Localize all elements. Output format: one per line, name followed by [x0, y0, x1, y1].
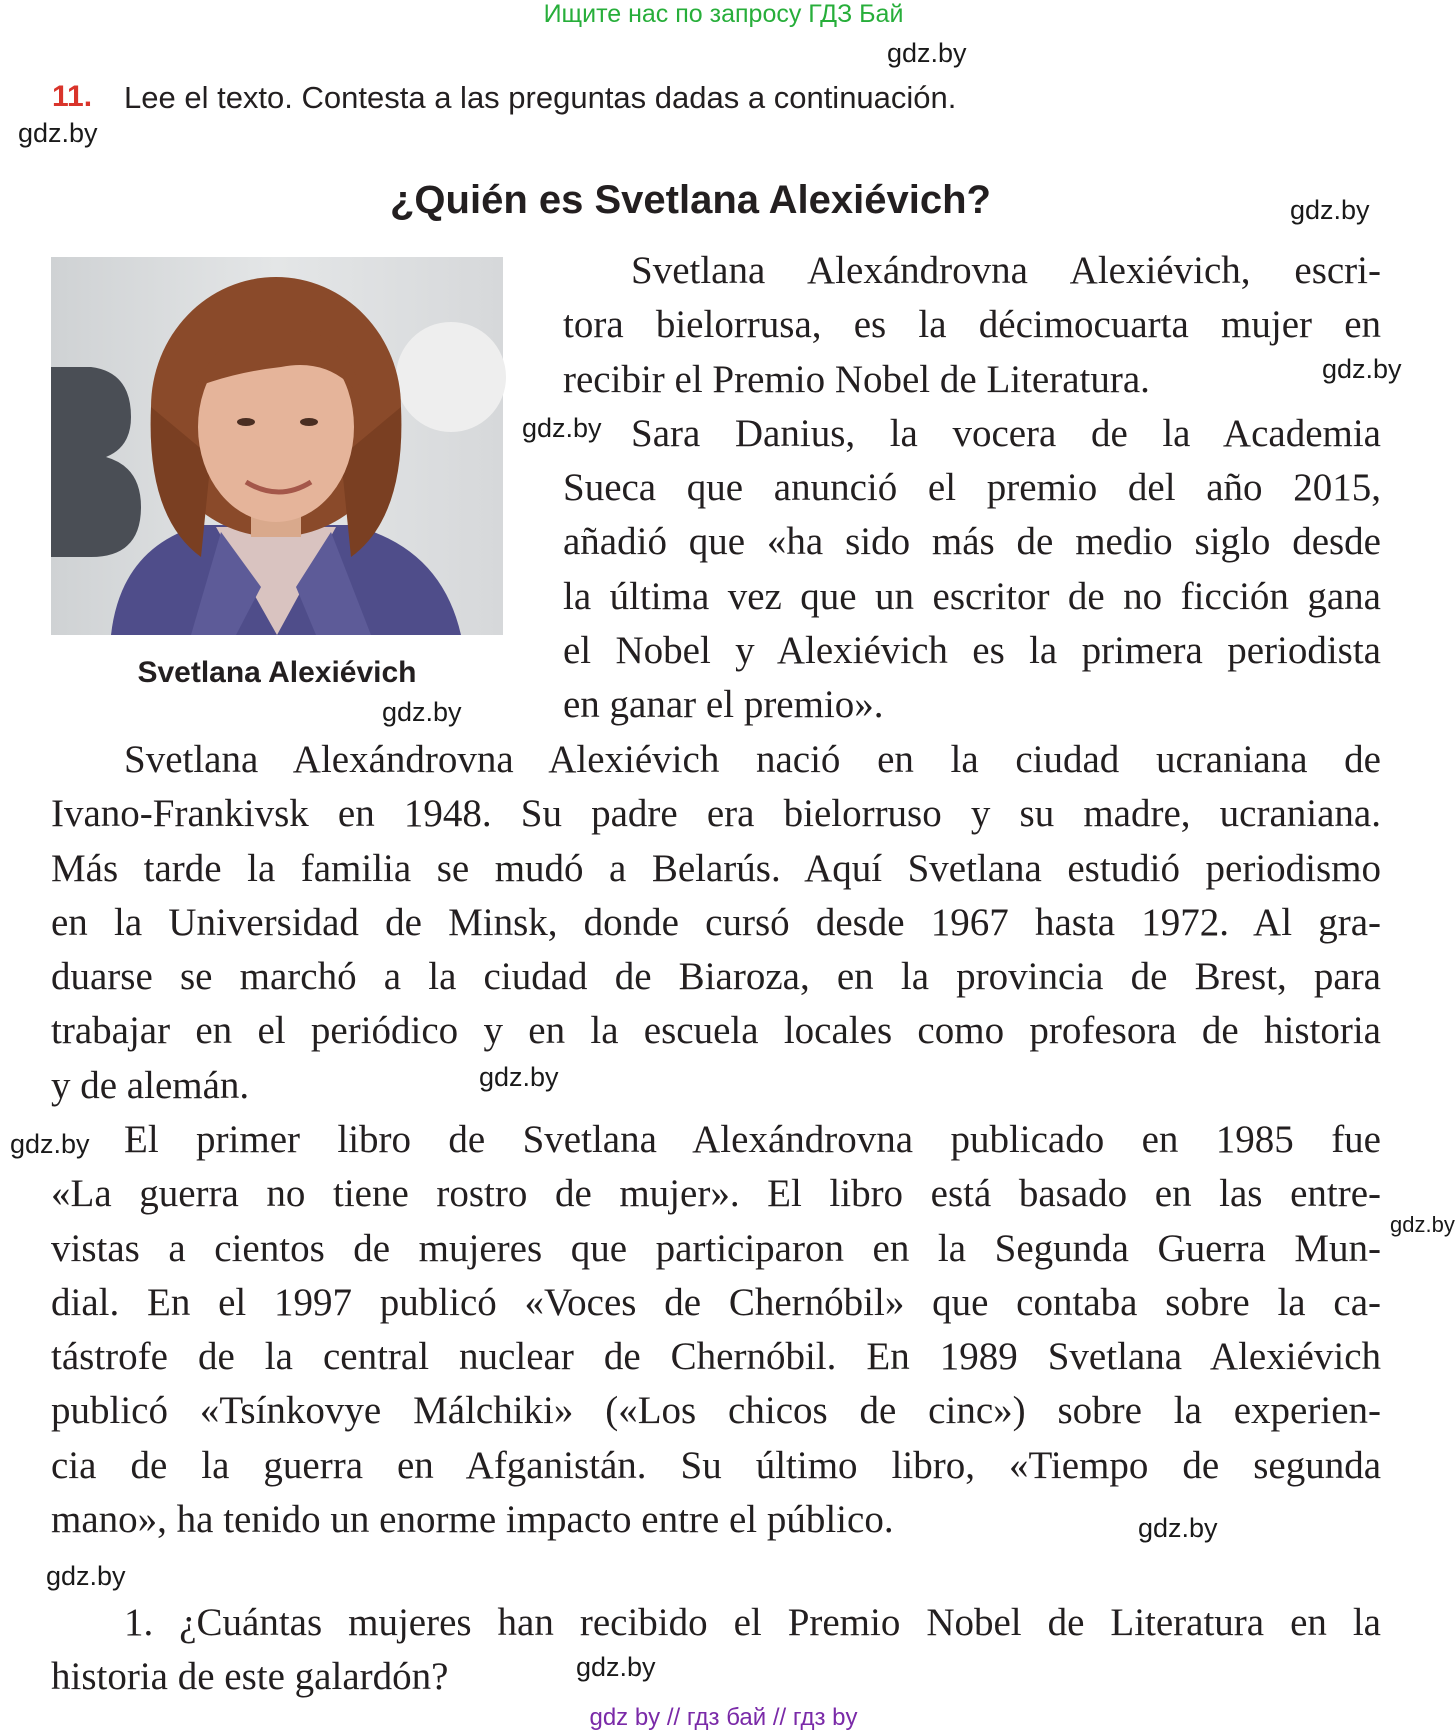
text-line: recibir el Premio Nobel de Literatura.	[563, 357, 1150, 401]
text-line: «La guerra no tiene rostro de mujer». El libro está basado en las entre-	[51, 1172, 1381, 1216]
text-line: El primer libro de Svetlana Alexándrovna publicado en 1985 fue	[124, 1118, 1381, 1161]
text-line: trabajar en el periódico y en la escuela locales como profesora de historia	[51, 1009, 1381, 1053]
text-line: dial. En el 1997 publicó «Voces de Chernóbil» que contaba sobre la ca-	[51, 1280, 1381, 1324]
watermark: gdz.by	[479, 1062, 559, 1092]
paragraph-intro	[563, 244, 1381, 733]
watermark: gdz.by	[887, 38, 967, 68]
text-line: tora bielorrusa, es la décimocuarta mujer en	[563, 303, 1381, 347]
text-line: Svetlana Alexándrovna Alexiévich nació en la ciudad ucraniana de	[124, 738, 1381, 781]
text-line: 1. ¿Cuántas mujeres han recibido el Premio Nobel de Literatura en la	[124, 1601, 1381, 1644]
task-instruction: Lee el texto. Contesta a las preguntas dadas a continuación.	[124, 80, 957, 115]
text-line: la última vez que un escritor de no ficción gana	[563, 574, 1381, 618]
top-banner: Ищите нас по запросу ГДЗ Бай	[543, 0, 904, 28]
task-number: 11.	[52, 80, 93, 113]
text-line: tástrofe de la central nuclear de Chernóbil. En 1989 Svetlana Alexiévich	[51, 1335, 1381, 1379]
text-line: cia de la guerra en Afganistán. Su último libro, «Tiempo de segunda	[51, 1443, 1381, 1487]
footer-links[interactable]: gdz by // гдз бай // гдз by	[589, 1704, 858, 1731]
text-line: mano», ha tenido un enorme impacto entre el público.	[51, 1498, 894, 1542]
photo-caption: Svetlana Alexiévich	[137, 656, 417, 689]
text-line: Sueca que anunció el premio del año 2015,	[563, 466, 1381, 510]
text-line: Sara Danius, la vocera de la Academia	[631, 411, 1381, 455]
watermark: gdz.by	[1390, 1212, 1455, 1237]
question-1	[51, 1596, 1381, 1705]
watermark: gdz.by	[10, 1129, 90, 1159]
text-line: Svetlana Alexándrovna Alexiévich, escri-	[631, 249, 1381, 292]
watermark: gdz.by	[522, 413, 602, 443]
watermark: gdz.by	[46, 1561, 126, 1591]
text-line: Ivano-Frankivsk en 1948. Su padre era bielorruso y su madre, ucraniana.	[51, 792, 1381, 836]
text-line: Más tarde la familia se mudó a Belarús. Aquí Svetlana estudió periodismo	[51, 846, 1381, 890]
watermark: gdz.by	[18, 118, 98, 148]
watermark: gdz.by	[576, 1652, 656, 1682]
text-line: historia de este galardón?	[51, 1655, 449, 1699]
watermark: gdz.by	[382, 697, 462, 727]
watermark: gdz.by	[1138, 1513, 1218, 1543]
text-line: y de alemán.	[51, 1063, 250, 1107]
watermark: gdz.by	[1290, 195, 1370, 225]
portrait-photo	[51, 257, 503, 635]
text-line: en ganar el premio».	[563, 683, 884, 727]
text-line: el Nobel y Alexiévich es la primera periodista	[563, 629, 1381, 673]
watermark: gdz.by	[1322, 354, 1402, 384]
paragraph-biography	[51, 733, 1381, 1113]
paragraph-books	[51, 1113, 1381, 1547]
text-line: vistas a cientos de mujeres que participaron en la Segunda Guerra Mun-	[51, 1226, 1381, 1270]
text-line: duarse se marchó a la ciudad de Biaroza, en la provincia de Brest, para	[51, 955, 1381, 999]
article-title: ¿Quién es Svetlana Alexiévich?	[390, 178, 991, 222]
text-line: publicó «Tsínkovye Málchiki» («Los chicos de cinc») sobre la experien-	[51, 1389, 1381, 1433]
text-line: en la Universidad de Minsk, donde cursó desde 1967 hasta 1972. Al gra-	[51, 900, 1381, 944]
text-line: añadió que «ha sido más de medio siglo desde	[563, 520, 1381, 564]
